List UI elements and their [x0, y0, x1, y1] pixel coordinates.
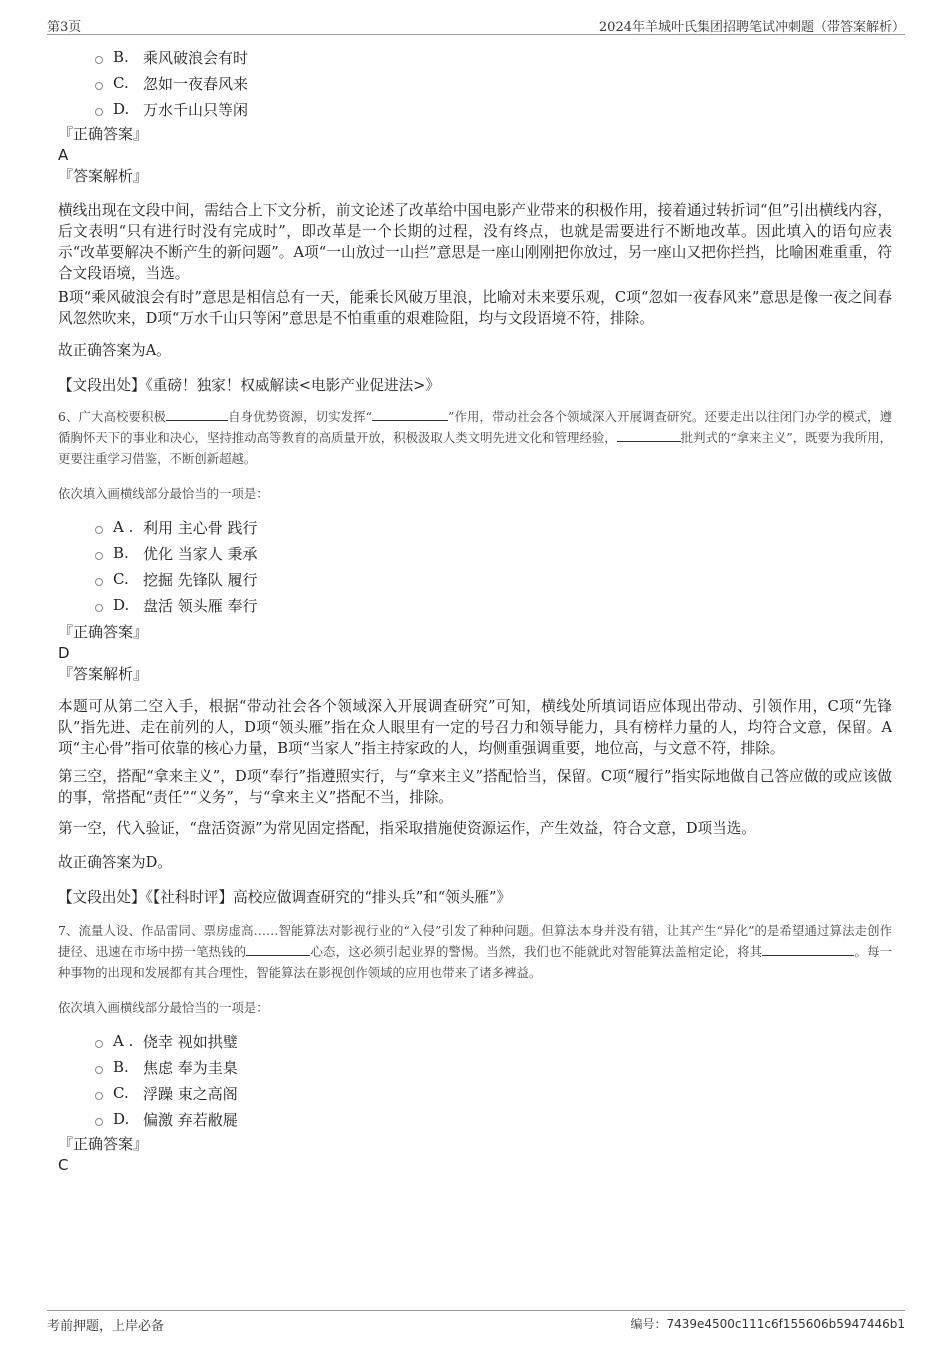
q7-option-d[interactable]: D. 偏激 弃若敝屣 [95, 1106, 238, 1132]
q7-option-c[interactable]: C. 浮躁 束之高阁 [95, 1080, 238, 1106]
radio-icon[interactable] [95, 1066, 103, 1074]
q7-prompt: 依次填入画横线部分最恰当的一项是： [58, 1000, 269, 1015]
radio-icon[interactable] [95, 56, 103, 64]
radio-icon[interactable] [95, 1118, 103, 1126]
radio-icon[interactable] [95, 526, 103, 534]
radio-icon[interactable] [95, 1092, 103, 1100]
radio-icon[interactable] [95, 82, 103, 90]
q6-answer-block [58, 622, 148, 685]
q5-answer-block [58, 124, 148, 187]
q6-analysis-paragraph: 第一空，代入验证，“盘活资源”为常见固定搭配，指采取措施使资源运作，产生效益，符合文意，D项当选。 [58, 820, 756, 837]
document-id: 编号：7439e4500c111c6f155606b5947446b1 [630, 1317, 905, 1331]
analysis-label: 『答案解析』 [58, 167, 149, 185]
blank-line [617, 428, 681, 442]
radio-icon[interactable] [95, 578, 103, 586]
q5-analysis-conclusion: 故正确答案为A。 [58, 342, 171, 359]
radio-icon[interactable] [95, 604, 103, 612]
page-footer [47, 1310, 905, 1335]
q6-option-a[interactable]: A . 利用 主心骨 践行 [95, 514, 258, 540]
q7-options [95, 1028, 238, 1132]
answer-value: D [58, 644, 70, 662]
q7-answer-block [58, 1134, 148, 1176]
answer-label: 『正确答案』 [58, 125, 149, 143]
q5-analysis-paragraph: B项“乘风破浪会有时”意思是相信总有一天，能乘长风破万里浪，比喻对未来要乐观，C项“忽如一夜春风来”意思是像一夜之间春风忽然吹来，D项“万水千山只等闲”意思是不怕重重的艰难险阻，均与文段语境不符，排除。 [58, 289, 892, 327]
q6-option-c[interactable]: C. 挖掘 先锋队 履行 [95, 566, 258, 592]
document-title: 2024年羊城叶氏集团招聘笔试冲刺题（带答案解析） [598, 20, 905, 35]
answer-label: 『正确答案』 [58, 623, 149, 641]
q5-options [95, 44, 248, 122]
q6-analysis-paragraph: 本题可从第二空入手，根据“带动社会各个领域深入开展调查研究”可知，横线处所填词语应体现出带动、引领作用，C项“先锋队”指先进、走在前列的人，D项“领头雁”指在众人眼里有一定的号召力和领导能力，具有榜样力量的人，均符合文意，保留。A项“主心骨”指可依靠的核心力量，B项“当家人”指主持家政的人，均侧重强调重要，地位高，与文意不符，排除。 [58, 698, 892, 757]
radio-icon[interactable] [95, 552, 103, 560]
page-header [47, 14, 905, 35]
radio-icon[interactable] [95, 108, 103, 116]
blank-line [372, 407, 448, 421]
q6-options [95, 514, 258, 618]
q5-option-b[interactable]: B. 乘风破浪会有时 [95, 44, 248, 70]
blank-line [246, 942, 310, 956]
q7-option-a[interactable]: A . 侥幸 视如拱璧 [95, 1028, 238, 1054]
q6-prompt: 依次填入画横线部分最恰当的一项是： [58, 486, 269, 501]
q7-stem: 7、流量人设、作品雷同、票房虚高……智能算法对影视行业的“入侵”引发了种种问题。但算法本身并没有错，让其产生“异化”的是希望通过算法走创作捷径、迅速在市场中捞一笔热钱的 心态，这必须引起业界的警惕。当然，我们也不能就此对智能算法盖棺定论，将其 。每一种事物的出现和发展都有其合理性，智能算法在影视创作领域的应用也带来了诸多裨益。 [58, 923, 893, 980]
q6-option-b[interactable]: B. 优化 当家人 秉承 [95, 540, 258, 566]
q5-source: 【文段出处】《重磅！独家！权威解读<电影产业促进法>》 [58, 377, 441, 394]
q5-analysis-paragraph: 横线出现在文段中间，需结合上下文分析，前文论述了改革给中国电影产业带来的积极作用，接着通过转折词“但”引出横线内容，后文表明“只有进行时没有完成时”，即改革是一个长期的过程，没有终点，也就是需要进行不断地改革。因此填入的语句应表示“改革要解决不断产生的新问题”。A项“一山放过一山拦”意思是一座山刚刚把你放过，另一座山又把你拦挡，比喻困难重重，符合文段语境，当选。 [58, 202, 892, 282]
q6-analysis-conclusion: 故正确答案为D。 [58, 854, 172, 871]
q5-option-d[interactable]: D. 万水千山只等闲 [95, 96, 248, 122]
radio-icon[interactable] [95, 1040, 103, 1048]
q6-analysis-paragraph: 第三空，搭配“拿来主义”，D项“奉行”指遵照实行，与“拿来主义”搭配恰当，保留。C项“履行”指实际地做自己答应做的或应该做的事，常搭配“责任”“义务”，与“拿来主义”搭配不当，排除。 [58, 768, 892, 806]
footer-slogan: 考前押题，上岸必备 [47, 1319, 165, 1334]
answer-label: 『正确答案』 [58, 1135, 149, 1153]
blank-line [762, 942, 854, 956]
q5-option-c[interactable]: C. 忽如一夜春风来 [95, 70, 248, 96]
q7-option-b[interactable]: B. 焦虑 奉为圭臬 [95, 1054, 238, 1080]
page-number: 第3页 [47, 20, 82, 35]
q6-option-d[interactable]: D. 盘活 领头雁 奉行 [95, 592, 258, 618]
q6-stem: 6、广大高校要积极 自身优势资源，切实发挥“ ”作用，带动社会各个领域深入开展调查研究。还要走出以往闭门办学的模式，遵循胸怀天下的事业和决心，坚持推动高等教育的高质量开放，积极汲取人类文明先进文化和管理经验， 批判式的“拿来主义”，既要为我所用，更要注重学习借鉴，不断创新超越。 [58, 409, 893, 466]
analysis-label: 『答案解析』 [58, 665, 149, 683]
answer-value: C [58, 1156, 69, 1174]
blank-line [166, 407, 228, 421]
q6-source: 【文段出处】《【社科时评】高校应做调查研究的“排头兵”和“领头雁”》 [58, 889, 512, 906]
answer-value: A [58, 146, 69, 164]
